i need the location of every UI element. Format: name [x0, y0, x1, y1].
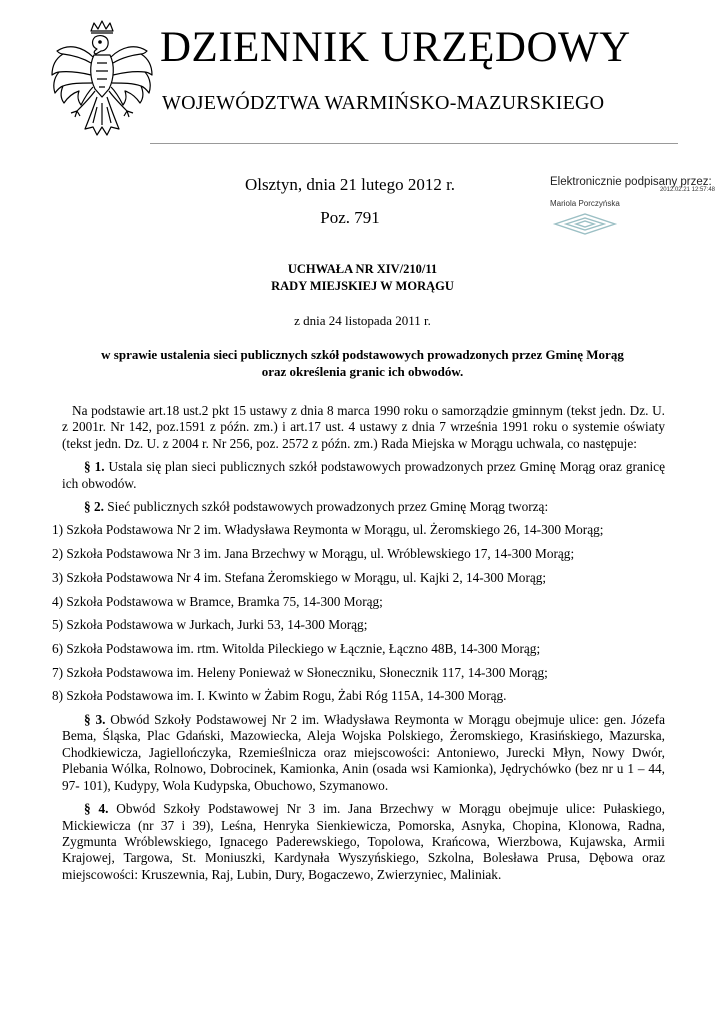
subject-line-1: w sprawie ustalenia sieci publicznych szkół podstawowych prowadzonych przez Gminę Morąg: [101, 347, 624, 362]
preamble: Na podstawie art.18 ust.2 pkt 15 ustawy z dnia 8 marca 1990 roku o samorządzie gminnym (tekst jedn. Dz. U. z 2001r. Nr 142, poz.1591 z późn. zm.) i art.17 ust. 4 ustawy z dnia 7 września 1991 roku o systemie oświaty (tekst jedn. Dz. U. z 2004 r. Nr 256, poz. 2572 z późn. zm.) Rada Miejska w Morągu uchwala, co następuje:: [62, 403, 665, 451]
school-list-item: 5) Szkoła Podstawowa w Jurkach, Jurki 53, 14-300 Morąg;: [52, 617, 368, 633]
school-list-item: 7) Szkoła Podstawowa im. Heleny Ponieważ w Słoneczniku, Słonecznik 117, 14-300 Morąg;: [52, 664, 548, 680]
publication-place-date: Olsztyn, dnia 21 lutego 2012 r.: [244, 175, 456, 194]
position-number: Poz. 791: [320, 208, 380, 227]
eagle-emblem-icon: [47, 17, 157, 141]
resolution-subject: [0, 346, 725, 380]
section-2-text: Sieć publicznych szkół podstawowych prowadzonych przez Gminę Morąg tworzą:: [103, 499, 549, 515]
resolution-body: [52, 403, 665, 890]
section-2-label: § 2.: [84, 499, 104, 515]
signer-name: Mariola Porczyńska: [550, 199, 620, 208]
section-1: [62, 459, 665, 492]
signature-verification-icon: [552, 212, 618, 236]
section-4: [62, 801, 665, 883]
signature-title: Elektronicznie podpisany przez:: [550, 176, 712, 188]
section-3-text: Obwód Szkoły Podstawowej Nr 2 im. Władysława Reymonta w Morągu obejmuje ulice: gen. Józefa Bema, Śląska, Plac Gdański, Mazowiecka, Aleja Wojska Polskiego, Żeromskiego, Krasińskiego, Mazurska, Chodkiewicza, Jagiellończyka, Rzemieślnicza oraz miejscowości: Antoniewo, Jurecki Młyn, Nowy Dwór, Plebania Wólka, Rolnowo, Dobrocinek, Kamionka, Anin (osada wsi Kamionka), Jędrychówko (bez nr u 1 – 44, 97- 101), Kudypy, Wola Kudypska, Obuchowo, Szymanowo.: [62, 712, 665, 793]
school-list-item: 4) Szkoła Podstawowa w Bramce, Bramka 75, 14-300 Morąg;: [52, 593, 383, 609]
signature-timestamp: 2012.02.21 12:57:48: [659, 187, 715, 193]
section-2: [62, 499, 665, 515]
section-4-text: Obwód Szkoły Podstawowej Nr 3 im. Jana Brzechwy w Morągu obejmuje ulice: Pułaskiego, Mickiewicza (nr 37 i 39), Leśna, Henryka Sienkiewicza, Pomorska, Asnyka, Chopina, Klonowa, Radna, Zygmunta Wróblewskiego, Ignacego Paderewskiego, Topolowa, Krańcowa, Wierzbowa, Kujawska, Armii Krajowej, Targowa, St. Moniuszki, Kardynała Wyszyńskiego, Szkolna, Bolesława Prusa, Dębowa oraz miejscowości: Kruszewnia, Raj, Lubin, Dury, Bogaczewo, Zwierzyniec, Maliniak.: [62, 801, 665, 882]
school-list-item: 6) Szkoła Podstawowa im. rtm. Witolda Pileckiego w Łącznie, Łączno 48B, 14-300 Morąg;: [52, 640, 541, 656]
section-1-text: Ustala się plan sieci publicznych szkół podstawowych prowadzonych przez Gminę Morąg oraz granicę ich obwodów.: [62, 459, 665, 491]
school-list-item: 8) Szkoła Podstawowa im. I. Kwinto w Żabim Rogu, Żabi Róg 115A, 14-300 Morąg.: [52, 688, 507, 704]
resolution-date: z dnia 24 listopada 2011 r.: [294, 313, 431, 328]
resolution-council: RADY MIEJSKIEJ W MORĄGU: [271, 279, 454, 293]
section-1-label: § 1.: [84, 459, 105, 475]
journal-title: DZIENNIK URZĘDOWY: [160, 24, 631, 71]
section-3: [62, 712, 665, 794]
school-list-item: 2) Szkoła Podstawowa Nr 3 im. Jana Brzechwy w Morągu, ul. Wróblewskiego 17, 14-300 Morąg;: [52, 546, 575, 562]
journal-subtitle: WOJEWÓDZTWA WARMIŃSKO-MAZURSKIEGO: [162, 92, 605, 114]
section-3-label: § 3.: [84, 712, 106, 728]
school-list-item: 3) Szkoła Podstawowa Nr 4 im. Stefana Żeromskiego w Morągu, ul. Kajki 2, 14-300 Morąg;: [52, 569, 547, 585]
school-list-item: 1) Szkoła Podstawowa Nr 2 im. Władysława Reymonta w Morągu, ul. Żeromskiego 26, 14-300 Morąg;: [52, 522, 604, 538]
electronic-signature-block: [550, 176, 715, 241]
resolution-number: UCHWAŁA NR XIV/210/11: [287, 262, 438, 276]
section-4-label: § 4.: [84, 801, 109, 817]
subject-line-2: oraz określenia granic ich obwodów.: [261, 364, 464, 379]
header-divider: [150, 143, 678, 144]
